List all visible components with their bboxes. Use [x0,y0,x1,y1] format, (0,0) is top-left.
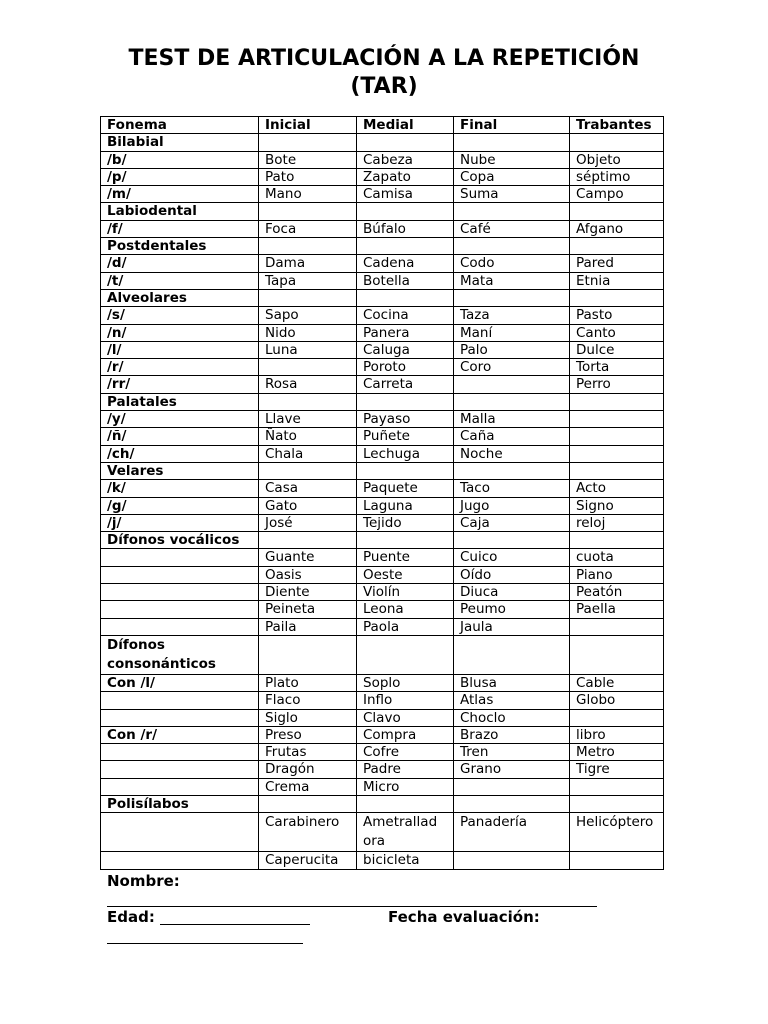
table-cell: Palo [454,341,570,358]
table-cell: Nube [454,151,570,168]
table-cell: Peatón [570,584,664,601]
phoneme-cell: /k/ [101,480,259,497]
table-cell: Helicóptero [570,813,664,852]
phoneme-cell [101,709,259,726]
table-cell: Crema [259,778,357,795]
table-cell: Luna [259,341,357,358]
section-label: Labiodental [101,203,259,220]
table-cell: Poroto [357,359,454,376]
table-row [101,151,664,168]
table-cell: Torta [570,359,664,376]
table-cell: Jaula [454,618,570,635]
table-cell [259,393,357,410]
table-cell: Dama [259,255,357,272]
table-cell: Taza [454,307,570,324]
table-cell: Leona [357,601,454,618]
table-cell [570,238,664,255]
table-row [101,744,664,761]
table-cell [454,635,570,674]
table-cell: Brazo [454,726,570,743]
table-cell: Carabinero [259,813,357,852]
section-label: Dífonos consonánticos [101,635,259,674]
phoneme-cell: /s/ [101,307,259,324]
table-cell [259,203,357,220]
table-row [101,220,664,237]
articulation-table [100,116,664,870]
table-cell: Signo [570,497,664,514]
phoneme-cell: /d/ [101,255,259,272]
table-cell [259,462,357,479]
table-cell: Maní [454,324,570,341]
table-cell: Caluga [357,341,454,358]
table-cell: Cable [570,674,664,691]
table-row [101,761,664,778]
table-cell [570,462,664,479]
table-cell: Sapo [259,307,357,324]
phoneme-cell: /ñ/ [101,428,259,445]
table-cell [570,203,664,220]
table-cell [570,411,664,428]
table-cell: Oído [454,566,570,583]
table-row [101,186,664,203]
phoneme-cell: /b/ [101,151,259,168]
section-label: Palatales [101,393,259,410]
table-row [101,497,664,514]
table-cell [357,203,454,220]
table-cell: Panadería [454,813,570,852]
table-cell: Cuico [454,549,570,566]
table-cell [570,709,664,726]
table-cell: Payaso [357,411,454,428]
phoneme-cell [101,692,259,709]
table-row [101,359,664,376]
table-cell: Clavo [357,709,454,726]
section-label: Bilabial [101,134,259,151]
nombre-label: Nombre: [107,872,180,890]
table-cell [357,393,454,410]
header-inicial: Inicial [259,117,357,134]
phoneme-cell: /y/ [101,411,259,428]
table-row [101,549,664,566]
table-cell: Camisa [357,186,454,203]
section-row [101,393,664,410]
table-cell: Diente [259,584,357,601]
section-row [101,238,664,255]
table-cell: Globo [570,692,664,709]
table-cell [259,532,357,549]
table-cell: Caña [454,428,570,445]
table-cell: Jugo [454,497,570,514]
table-cell: Chala [259,445,357,462]
table-cell: Gato [259,497,357,514]
table-cell: séptimo [570,168,664,185]
header-trabantes: Trabantes [570,117,664,134]
phoneme-cell: /n/ [101,324,259,341]
table-row [101,566,664,583]
phoneme-cell: /m/ [101,186,259,203]
table-cell: Etnia [570,272,664,289]
table-cell: Flaco [259,692,357,709]
table-cell: Bote [259,151,357,168]
table-row [101,514,664,531]
table-row [101,709,664,726]
table-cell: Grano [454,761,570,778]
table-cell: Café [454,220,570,237]
table-cell: Taco [454,480,570,497]
table-cell [570,795,664,812]
phoneme-cell [101,618,259,635]
table-cell: Caja [454,514,570,531]
table-cell: Pasto [570,307,664,324]
table-cell: Llave [259,411,357,428]
table-cell [570,445,664,462]
table-cell: Carreta [357,376,454,393]
table-cell: Inflo [357,692,454,709]
table-cell [570,635,664,674]
table-cell: bicicleta [357,852,454,869]
table-cell: Peineta [259,601,357,618]
table-cell [259,795,357,812]
table-cell: Micro [357,778,454,795]
table-row [101,480,664,497]
table-cell [259,635,357,674]
table-cell [570,134,664,151]
section-label: Dífonos vocálicos [101,532,259,549]
table-cell: Canto [570,324,664,341]
table-row [101,168,664,185]
table-cell [570,289,664,306]
table-header-row [101,117,664,134]
table-cell [570,778,664,795]
table-cell: Cofre [357,744,454,761]
table-cell: Metro [570,744,664,761]
table-cell [454,532,570,549]
section-row [101,203,664,220]
table-cell: reloj [570,514,664,531]
table-cell: Puente [357,549,454,566]
table-row [101,376,664,393]
header-final: Final [454,117,570,134]
table-cell: Codo [454,255,570,272]
phoneme-cell: /j/ [101,514,259,531]
table-row [101,674,664,691]
phoneme-cell: Con /r/ [101,726,259,743]
table-cell: Soplo [357,674,454,691]
table-cell: Preso [259,726,357,743]
phoneme-cell: /rr/ [101,376,259,393]
table-row [101,428,664,445]
table-row [101,813,664,852]
phoneme-cell: /f/ [101,220,259,237]
table-cell: Cabeza [357,151,454,168]
table-cell [454,393,570,410]
table-cell [259,238,357,255]
table-cell [454,134,570,151]
table-cell [357,532,454,549]
header-fonema: Fonema [101,117,259,134]
table-cell: Zapato [357,168,454,185]
section-row [101,532,664,549]
phoneme-cell [101,852,259,869]
table-row [101,445,664,462]
table-cell: Panera [357,324,454,341]
table-cell: Compra [357,726,454,743]
table-cell: Tejido [357,514,454,531]
table-cell [357,795,454,812]
table-row [101,341,664,358]
table-cell: Ametrallad ora [357,813,454,852]
section-row [101,462,664,479]
section-label: Polisílabos [101,795,259,812]
table-row [101,255,664,272]
section-row [101,134,664,151]
table-row [101,618,664,635]
table-cell: Acto [570,480,664,497]
table-cell [357,635,454,674]
table-cell [570,428,664,445]
table-cell [454,376,570,393]
table-cell: Rosa [259,376,357,393]
title-line-2: (TAR) [350,74,418,99]
table-cell: Lechuga [357,445,454,462]
section-row [101,635,664,674]
table-cell: Búfalo [357,220,454,237]
table-row [101,726,664,743]
table-cell: libro [570,726,664,743]
table-cell [259,289,357,306]
phoneme-cell [101,549,259,566]
table-cell [454,852,570,869]
table-cell: José [259,514,357,531]
phoneme-cell: /r/ [101,359,259,376]
table-cell: Laguna [357,497,454,514]
table-cell: Nido [259,324,357,341]
table-row [101,601,664,618]
table-cell: Foca [259,220,357,237]
table-row [101,852,664,869]
table-cell: Atlas [454,692,570,709]
section-row [101,289,664,306]
fecha-label: Fecha evaluación: [388,908,540,926]
table-cell: Perro [570,376,664,393]
table-cell: Siglo [259,709,357,726]
table-cell: Cadena [357,255,454,272]
section-row [101,795,664,812]
phoneme-cell: /l/ [101,341,259,358]
table-cell: Choclo [454,709,570,726]
section-label: Alveolares [101,289,259,306]
table-cell: Afgano [570,220,664,237]
table-row [101,324,664,341]
table-cell [454,462,570,479]
table-row [101,272,664,289]
edad-line[interactable] [160,924,310,925]
table-cell [570,532,664,549]
table-row [101,778,664,795]
table-cell: Casa [259,480,357,497]
phoneme-cell [101,584,259,601]
table-cell: Botella [357,272,454,289]
table-cell: Tren [454,744,570,761]
phoneme-cell: /ch/ [101,445,259,462]
table-cell: Guante [259,549,357,566]
table-cell: Tapa [259,272,357,289]
table-row [101,411,664,428]
phoneme-cell: /g/ [101,497,259,514]
section-label: Postdentales [101,238,259,255]
table-cell: Padre [357,761,454,778]
table-row [101,584,664,601]
table-cell: Dragón [259,761,357,778]
table-cell: Campo [570,186,664,203]
table-cell [570,618,664,635]
table-cell: Oasis [259,566,357,583]
table-cell [357,462,454,479]
table-cell: Puñete [357,428,454,445]
table-cell: Peumo [454,601,570,618]
phoneme-cell [101,813,259,852]
table-cell: Mata [454,272,570,289]
table-cell [357,289,454,306]
page-title [0,45,768,101]
table-cell [259,134,357,151]
phoneme-cell [101,566,259,583]
table-cell [570,393,664,410]
title-line-1: TEST DE ARTICULACIÓN A LA REPETICIÓN [128,46,640,71]
table-cell: Pato [259,168,357,185]
table-cell: Violín [357,584,454,601]
table-cell: Caperucita [259,852,357,869]
table-cell [454,289,570,306]
table-cell [454,795,570,812]
table-cell [454,778,570,795]
nombre-line[interactable] [107,906,597,907]
edad-label: Edad: [107,908,155,926]
table-cell: Frutas [259,744,357,761]
table-cell: Objeto [570,151,664,168]
section-label: Velares [101,462,259,479]
table-cell: cuota [570,549,664,566]
table-cell: Copa [454,168,570,185]
table-cell [570,852,664,869]
table-cell: Paila [259,618,357,635]
table-cell: Coro [454,359,570,376]
table-cell: Piano [570,566,664,583]
table-cell: Cocina [357,307,454,324]
table-body [101,134,664,869]
table-cell [454,203,570,220]
table-cell: Blusa [454,674,570,691]
table-cell [357,134,454,151]
phoneme-cell [101,744,259,761]
table-cell: Paella [570,601,664,618]
phoneme-cell: /t/ [101,272,259,289]
table-cell: Ñato [259,428,357,445]
table-cell [357,238,454,255]
table-cell: Plato [259,674,357,691]
table-cell: Diuca [454,584,570,601]
table-cell: Paola [357,618,454,635]
table-row [101,692,664,709]
phoneme-cell: Con /l/ [101,674,259,691]
table-cell: Malla [454,411,570,428]
table-cell: Oeste [357,566,454,583]
table-cell: Tigre [570,761,664,778]
table-cell: Paquete [357,480,454,497]
table-cell [259,359,357,376]
table-cell: Pared [570,255,664,272]
table-cell: Suma [454,186,570,203]
phoneme-cell [101,601,259,618]
phoneme-cell: /p/ [101,168,259,185]
fecha-line[interactable] [107,943,303,944]
table-row [101,307,664,324]
table-cell: Dulce [570,341,664,358]
table-cell [454,238,570,255]
table-cell: Noche [454,445,570,462]
table-cell: Mano [259,186,357,203]
phoneme-cell [101,761,259,778]
phoneme-cell [101,778,259,795]
header-medial: Medial [357,117,454,134]
